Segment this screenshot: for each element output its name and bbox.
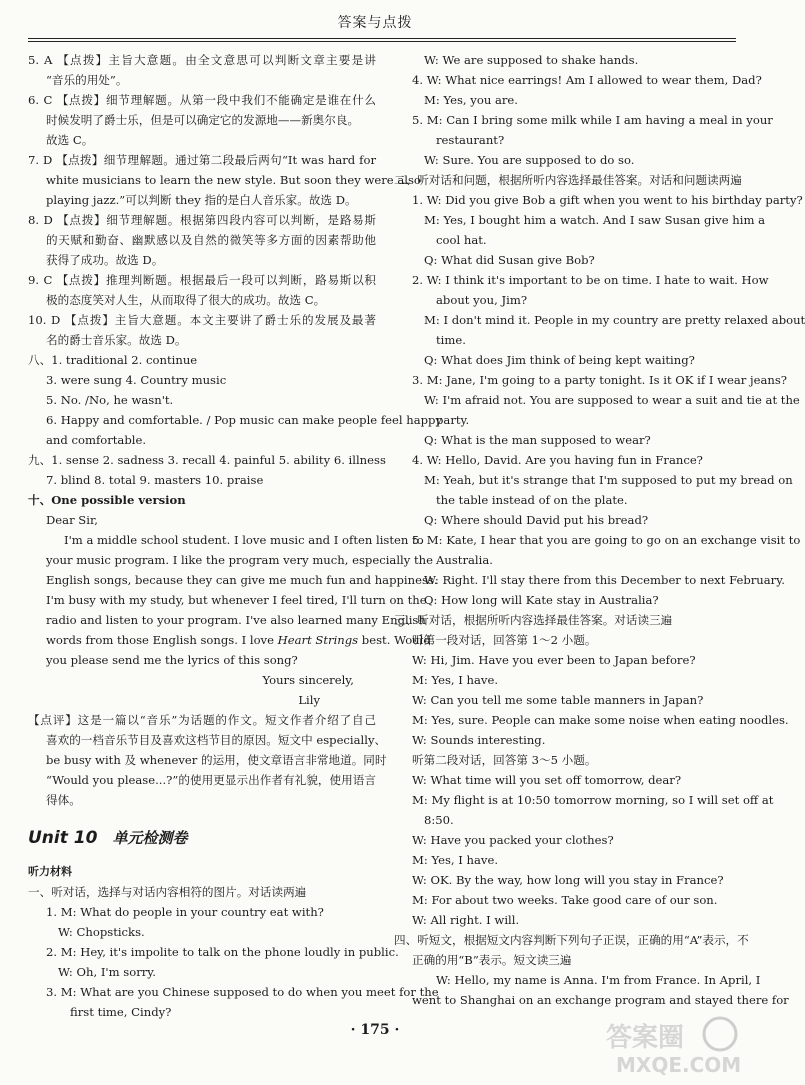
text-line: W: What time will you set off tomorrow, dear? <box>412 773 682 787</box>
text-line: 3. were sung 4. Country music <box>46 373 227 387</box>
text-line: 得体。 <box>46 793 81 807</box>
text-line: 九、1. sense 2. sadness 3. recall 4. painful 5. ability 6. illness <box>28 453 386 467</box>
text-line: “音乐的用处”。 <box>46 73 128 87</box>
text-line: 3. M: Jane, I'm going to a party tonight. Is it OK if I wear jeans? <box>412 373 788 387</box>
text-line: 听第一段对话，回答第 1～2 小题。 <box>412 633 597 647</box>
text-line: W: Hi, Jim. Have you ever been to Japan before? <box>412 653 696 667</box>
text-line: Dear Sir, <box>46 513 98 527</box>
text-line: 5. A 【点拨】主旨大意题。由全文意思可以判断文章主要是讲 <box>28 53 376 67</box>
text-line: party. <box>436 413 470 427</box>
text-line: you please send me the lyrics of this song? <box>46 653 298 667</box>
text-line: Lily <box>298 693 320 707</box>
text-line: 5. M: Can I bring some milk while I am having a meal in your <box>412 113 773 127</box>
text-line: 极的态度笑对人生，从而取得了很大的成功。故选 C。 <box>46 293 326 307</box>
left-answer-lines <box>28 50 443 810</box>
text-line: Q: What is the man supposed to wear? <box>424 433 651 447</box>
text-line: Australia. <box>436 553 493 567</box>
text-line: 5. M: Kate, I hear that you are going to go on an exchange visit to <box>412 533 801 547</box>
text-line: 故选 C。 <box>46 133 94 147</box>
text-line: W: Right. I'll stay there from this December to next February. <box>424 573 785 587</box>
listening-material-start <box>28 862 439 1022</box>
text-line: 二、听对话和问题，根据所听内容选择最佳答案。对话和问题读两遍 <box>394 173 742 187</box>
text-line: your music program. I like the program very much, especially the <box>46 553 433 567</box>
text-line: 10. D 【点拨】主旨大意题。本文主要讲了爵士乐的发展及最著 <box>28 313 376 327</box>
text-line: radio and listen to your program. I've also learned many English <box>46 613 426 627</box>
text-line: 1. W: Did you give Bob a gift when you went to his birthday party? <box>412 193 803 207</box>
text-line: M: For about two weeks. Take good care of our son. <box>412 893 718 907</box>
text-line: W: We are supposed to shake hands. <box>424 53 639 67</box>
text-line: white musicians to learn the new style. But soon they were also <box>46 173 421 187</box>
header-title: 答案与点拨 <box>337 15 413 31</box>
text-line: 【点评】这是一篇以“音乐”为话题的作文。短文作者介绍了自己 <box>28 713 376 727</box>
text-line: 四、听短文，根据短文内容判断下列句子正误，正确的用“A”表示，不 <box>394 933 749 947</box>
text-line: Yours sincerely, <box>262 673 354 687</box>
text-line: W: All right. I will. <box>412 913 520 927</box>
text-line: W: Hello, my name is Anna. I'm from France. In April, I <box>436 973 761 987</box>
watermark-title: 答案圈 <box>606 1023 685 1053</box>
text-line: Q: Where should David put his bread? <box>424 513 649 527</box>
text-line: 6. Happy and comfortable. / Pop music can make people feel happy <box>46 413 443 427</box>
text-line: restaurant? <box>436 133 505 147</box>
text-line: M: I don't mind it. People in my country are pretty relaxed about <box>424 313 805 327</box>
text-line: M: Yes, I bought him a watch. And I saw Susan give him a <box>424 213 766 227</box>
text-line: 8. D 【点拨】细节理解题。根据第四段内容可以判断，是路易斯 <box>28 213 376 227</box>
text-line: playing jazz.”可以判断 they 指的是白人音乐家。故选 D。 <box>46 193 357 207</box>
text-line: 正确的用“B”表示。短文读三遍 <box>412 953 572 967</box>
text-line: W: I'm afraid not. You are supposed to wear a suit and tie at the <box>424 393 800 407</box>
text-line: 一、听对话，选择与对话内容相符的图片。对话读两遍 <box>28 885 307 899</box>
watermark-domain: MXQE.COM <box>616 1053 742 1077</box>
text-line: about you, Jim? <box>436 293 528 307</box>
text-line: 获得了成功。故选 D。 <box>46 253 164 267</box>
watermark-logo <box>602 1012 742 1078</box>
text-line: 听力材料 <box>28 865 72 878</box>
text-line: I'm busy with my study, but whenever I feel tired, I'll turn on the <box>46 593 427 607</box>
text-line: M: Yes, sure. People can make some noise when eating noodles. <box>412 713 789 727</box>
text-line: 2. W: I think it's important to be on time. I hate to wait. How <box>412 273 769 287</box>
page-header <box>0 0 750 40</box>
text-line: W: OK. By the way, how long will you stay in France? <box>412 873 724 887</box>
text-line: 三、听对话，根据所听内容选择最佳答案。对话读三遍 <box>394 613 673 627</box>
text-line: first time, Cindy? <box>70 1005 172 1019</box>
text-line: went to Shanghai on an exchange program and stayed there for <box>412 993 789 1007</box>
song-title: Heart Strings <box>277 633 359 647</box>
text-line: the table instead of on the plate. <box>436 493 628 507</box>
text-line: 2. M: Hey, it's impolite to talk on the phone loudly in public. <box>46 945 399 959</box>
header-rule-thin <box>28 41 736 42</box>
text-line: words from those English songs. I love Heart Strings best. Would <box>46 633 431 647</box>
text-line: W: Sure. You are supposed to do so. <box>424 153 635 167</box>
text-line: 时候发明了爵士乐，但是可以确定它的发源地——新奥尔良。 <box>46 113 360 127</box>
text-line: Q: What did Susan give Bob? <box>424 253 595 267</box>
right-listening-lines <box>394 50 805 1010</box>
text-line: 4. W: What nice earrings! Am I allowed to wear them, Dad? <box>412 73 762 87</box>
text-line: 听第二段对话，回答第 3～5 小题。 <box>412 753 597 767</box>
unit-title: 单元检测卷 <box>112 829 188 847</box>
text-line: W: Can you tell me some table manners in Japan? <box>412 693 704 707</box>
text-line: 名的爵士音乐家。故选 D。 <box>46 333 187 347</box>
text-line: time. <box>436 333 466 347</box>
page-number: · 175 · <box>350 1022 400 1038</box>
text-line: 8:50. <box>424 813 454 827</box>
text-line: be busy with 及 whenever 的运用，使文章语言非常地道。同时 <box>46 753 387 767</box>
text-line: W: Have you packed your clothes? <box>412 833 614 847</box>
unit-number: Unit 10 <box>28 828 98 848</box>
text-line: Q: How long will Kate stay in Australia? <box>424 593 659 607</box>
text-line: I'm a middle school student. I love music and I often listen to <box>64 533 424 547</box>
text-line: M: Yes, I have. <box>412 853 499 867</box>
text-line: M: Yes, I have. <box>412 673 499 687</box>
text-line: 喜欢的一档音乐节目及喜欢这档节目的原因。短文中 especially、 <box>46 733 387 747</box>
text-line: M: My flight is at 10:50 tomorrow morning, so I will set off at <box>412 793 774 807</box>
right-column <box>394 50 805 1010</box>
text-line: “Would you please...?”的使用更显示出作者有礼貌，使用语言 <box>46 773 376 787</box>
text-line: 十、One possible version <box>28 493 186 507</box>
text-line: 7. blind 8. total 9. masters 10. praise <box>46 473 264 487</box>
text-line: 7. D 【点拨】细节理解题。通过第二段最后两句“It was hard for <box>28 153 376 167</box>
text-line: English songs, because they can give me much fun and happiness. <box>46 573 438 587</box>
text-line: 的天赋和勤奋、幽默感以及自然的微笑等多方面的因素帮助他 <box>46 233 376 247</box>
text-line: Q: What does Jim think of being kept waiting? <box>424 353 695 367</box>
text-line: 3. M: What are you Chinese supposed to do when you meet for the <box>46 985 439 999</box>
text-line: W: Sounds interesting. <box>412 733 546 747</box>
text-line: W: Oh, I'm sorry. <box>58 965 156 979</box>
text-line: 6. C 【点拨】细节理解题。从第一段中我们不能确定是谁在什么 <box>28 93 376 107</box>
text-line: M: Yeah, but it's strange that I'm supposed to put my bread on <box>424 473 793 487</box>
text-line: 4. W: Hello, David. Are you having fun in France? <box>412 453 703 467</box>
unit-heading <box>28 824 376 852</box>
text-line: M: Yes, you are. <box>424 93 518 107</box>
text-line: W: Chopsticks. <box>58 925 145 939</box>
text-line: 1. M: What do people in your country eat with? <box>46 905 324 919</box>
text-line: and comfortable. <box>46 433 147 447</box>
text-line: 八、1. traditional 2. continue <box>28 353 198 367</box>
header-rule <box>28 38 736 39</box>
text-line: 5. No. /No, he wasn't. <box>46 393 174 407</box>
text-line: 9. C 【点拨】推理判断题。根据最后一段可以判断，路易斯以积 <box>28 273 376 287</box>
text-line: cool hat. <box>436 233 487 247</box>
